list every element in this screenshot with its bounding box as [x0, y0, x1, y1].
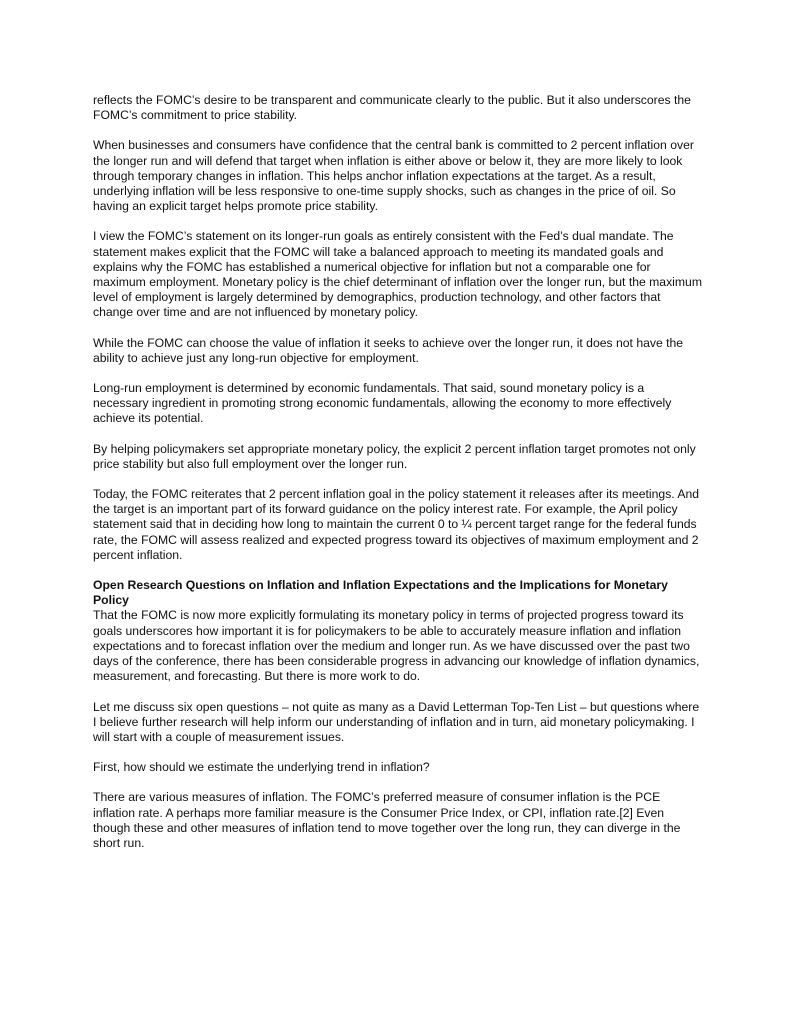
- section-heading: Open Research Questions on Inflation and Inflation Expectations and the Implications for Monetary Policy: [93, 578, 668, 608]
- paragraph-first-question: First, how should we estimate the underlying trend in inflation?: [93, 760, 430, 775]
- paragraph-choose-inflation: While the FOMC can choose the value of inflation it seeks to achieve over the longer run, it does not have the ability to achieve just any long-run objective for employment.: [93, 335, 684, 365]
- paragraph-long-run-employment: Long-run employment is determined by economic fundamentals. That said, sound monetary policy is a necessary ingredient in promoting strong economic fundamentals, allowing the economy to more effectively achieve its potential.: [93, 381, 672, 426]
- paragraph-explicit-formulation: That the FOMC is now more explicitly formulating its monetary policy in terms of projected progress toward its goals underscores how important it is for policymakers to be able to accurately measure inflation and inflation expectations and to forecast inflation over the medium and longer run. As we have discussed over the past two days of the conference, there has been considerable progress in advancing our knowledge of inflation dynamics, measurement, and forecasting. But there is more work to do.: [93, 608, 700, 684]
- paragraph-dual-mandate: I view the FOMC’s statement on its longer-run goals as entirely consistent with the Fed’s dual mandate. The statement makes explicit that the FOMC will take a balanced approach to meeting its mandated goals and explains why the FOMC has established a numerical objective for inflation but not a comparable one for maximum employment. Monetary policy is the chief determinant of inflation over the longer run, but the maximum level of employment is largely determined by demographics, production technology, and other factors that change over time and are not influenced by monetary policy.: [93, 229, 702, 320]
- document-page: [93, 93, 703, 866]
- paragraph-policymakers: By helping policymakers set appropriate monetary policy, the explicit 2 percent inflation target promotes not only price stability but also full employment over the longer run.: [93, 441, 696, 471]
- paragraph-measures-of-inflation: There are various measures of inflation. The FOMC’s preferred measure of consumer inflation is the PCE inflation rate. A perhaps more familiar measure is the Consumer Price Index, or CPI, inflation rate.[2] Even though these and other measures of inflation tend to move together over the long run, they can diverge in the short run.: [93, 790, 681, 850]
- paragraph-transparency: reflects the FOMC’s desire to be transparent and communicate clearly to the public. But it also underscores the FOMC’s commitment to price stability.: [93, 93, 691, 123]
- paragraph-confidence: When businesses and consumers have confidence that the central bank is committed to 2 percent inflation over the longer run and will defend that target when inflation is either above or below it, they are more likely to look through temporary changes in inflation. This helps anchor inflation expectations at the target. As a result, underlying inflation will be less responsive to one-time supply shocks, such as changes in the price of oil. So having an explicit target helps promote price stability.: [93, 138, 694, 214]
- paragraph-six-questions: Let me discuss six open questions – not quite as many as a David Letterman Top-Ten List – but questions where I believe further research will help inform our understanding of inflation and in turn, aid monetary policymaking. I will start with a couple of measurement issues.: [93, 699, 700, 744]
- section-open-research: [93, 578, 703, 684]
- paragraph-today-fomc: Today, the FOMC reiterates that 2 percent inflation goal in the policy statement it releases after its meetings. And the target is an important part of its forward guidance on the policy interest rate. For example, the April policy statement said that in deciding how long to maintain the current 0 to ¼ percent target range for the federal funds rate, the FOMC will assess realized and expected progress toward its objectives of maximum employment and 2 percent inflation.: [93, 487, 700, 562]
